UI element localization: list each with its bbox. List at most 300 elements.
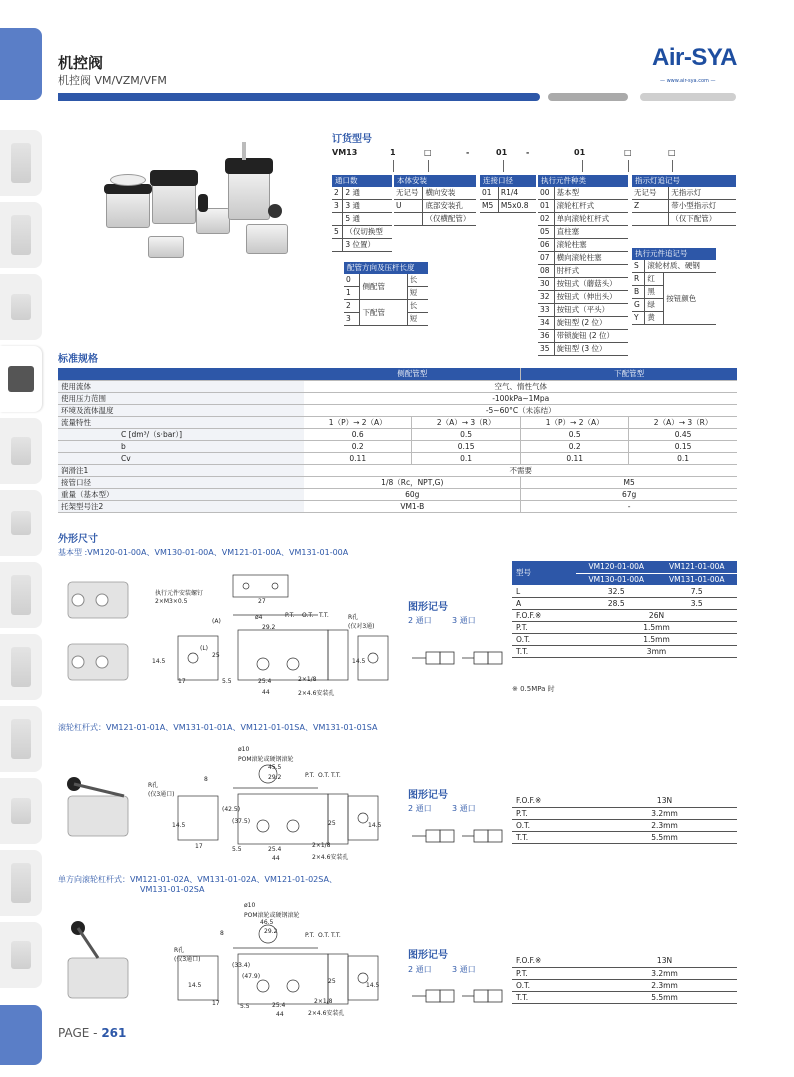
code-ports: 1 <box>390 148 396 157</box>
header-bar-primary <box>58 93 540 101</box>
ports-code: 5 <box>332 226 343 239</box>
product-photo <box>100 140 300 290</box>
dim-8: 8 <box>204 776 208 783</box>
indicator-code: 无记号 <box>632 187 669 200</box>
param-value: 7.5 <box>657 585 738 597</box>
side-tab-bottom[interactable] <box>0 1005 42 1065</box>
actuator-code: 34 <box>538 317 554 330</box>
side-tab-lubricator[interactable] <box>0 634 42 700</box>
dim-44: 44 <box>272 855 280 862</box>
code-conn: 01 <box>496 148 508 157</box>
param-label: A <box>512 597 576 609</box>
dim-14-5-side: 14.5 <box>368 822 382 829</box>
actuator-desc: 滚轮杠杆式 <box>554 200 628 213</box>
actuator-code: 02 <box>538 213 554 226</box>
param-value: 28.5 <box>576 597 657 609</box>
silencer-icon <box>11 511 31 535</box>
dim-46-5: 46.5 <box>260 919 274 926</box>
param-value: 13N <box>592 795 737 807</box>
spec-value: 不需要 <box>304 464 737 476</box>
dim-phi10: ø10 <box>244 902 256 909</box>
symbol-2port: 2 通口 <box>408 804 432 813</box>
param-value: 2.3mm <box>592 819 737 831</box>
mount-screw-size: 2×M3×0.5 <box>155 598 188 605</box>
dim-33-4: (33.4) <box>232 962 251 969</box>
valve-body <box>106 188 150 228</box>
port-size: 2×1/8 <box>298 676 317 683</box>
param-value: 1.5mm <box>576 621 737 633</box>
header-bar-secondary <box>548 93 628 101</box>
roller-param-table <box>512 795 737 844</box>
button-color-label: 按钮颜色 <box>664 273 716 325</box>
dim-44: 44 <box>276 1011 284 1018</box>
actuator-desc: 直柱塞 <box>554 226 628 239</box>
side-tab-clamp[interactable] <box>0 922 42 988</box>
actuator-desc: 按钮式（蘑菇头） <box>554 278 628 291</box>
side-tab-silencer[interactable] <box>0 490 42 556</box>
dim-17: 17 <box>212 1000 220 1007</box>
param-value: 5.5mm <box>592 831 737 843</box>
spring-icon <box>11 863 31 903</box>
model-label: 型号 <box>512 561 576 585</box>
port-size: 2×1/8 <box>312 842 331 849</box>
basic-param-table <box>512 561 737 658</box>
param-label: L <box>512 585 576 597</box>
actuator-desc: 旋钮型 (2 位） <box>554 317 628 330</box>
piping-desc: 侧配管 <box>360 274 407 300</box>
page-number <box>58 1026 126 1040</box>
side-tab-elbow[interactable] <box>0 778 42 844</box>
opt-desc: 黑 <box>645 286 664 299</box>
dim-17: 17 <box>178 678 186 685</box>
spec-heading: 标准规格 <box>58 354 98 365</box>
mount-hole: 2×4.6安装孔 <box>298 690 335 697</box>
opt-code: R <box>632 273 645 286</box>
valve-body <box>228 168 270 220</box>
spec-label: 使用压力范围 <box>58 392 304 404</box>
valve-head <box>150 170 198 186</box>
dim-phi4: ø4 <box>255 614 263 621</box>
code-dash: - <box>466 148 470 157</box>
dim-29-2: 29.2 <box>262 624 276 631</box>
oneway-caption: 单方向滚轮杠杆式：VM121-01-02A、VM131-01-02A、VM121-01-02SA、 <box>58 875 337 884</box>
flow-direction: 2（A）→ 3（R） <box>629 416 737 428</box>
actuator-opt-header: 执行元件追记号 <box>632 248 716 260</box>
spec-label: 接管口径 <box>58 476 304 488</box>
flow-value: 0.15 <box>629 440 737 452</box>
switch-lever <box>242 142 246 160</box>
spec-head-blank <box>58 368 304 380</box>
dim-25: 25 <box>328 820 336 827</box>
label-ot: O.T. <box>302 612 314 619</box>
flow-value: 0.6 <box>304 428 411 440</box>
conn-desc: M5x0.8 <box>498 200 536 213</box>
pressure-note: ※ 0.5MPa 时 <box>512 685 555 693</box>
flow-value: 0.45 <box>629 428 737 440</box>
flow-value: 0.5 <box>412 428 521 440</box>
dim-14-5: 14.5 <box>152 658 166 665</box>
toggle-lever <box>198 194 208 212</box>
piping-code: 0 <box>344 274 360 287</box>
header-bar-tertiary <box>640 93 736 101</box>
dim-27: 27 <box>258 598 266 605</box>
symbol-2port: 2 通口 <box>408 965 432 974</box>
ports-desc: 5 通 <box>343 213 392 226</box>
fitting-icon <box>11 294 31 320</box>
side-tab-gauge[interactable] <box>0 418 42 484</box>
ports-code: 2 <box>332 187 343 200</box>
flow-value: 0.11 <box>304 452 411 464</box>
actuator-code: 01 <box>538 200 554 213</box>
ports-table <box>332 175 392 252</box>
spec-value: -100kPa~1Mpa <box>304 392 737 404</box>
dim-14-5-side: 14.5 <box>366 982 380 989</box>
page-number-value: 261 <box>101 1026 127 1040</box>
spec-value: VM1-B <box>304 500 520 512</box>
indicator-table <box>632 175 736 226</box>
dim-42-5: (42.5) <box>222 806 241 813</box>
piping-length: 长 <box>407 274 428 287</box>
param-label: P.T. <box>512 967 592 979</box>
symbol-heading: 图形记号 <box>408 950 448 961</box>
ports-code <box>332 239 343 252</box>
oneway-drawing <box>58 898 398 1023</box>
spec-label: 环境及流体温度 <box>58 404 304 416</box>
symbol-3port: 3 通口 <box>452 804 476 813</box>
ports-desc: （仅切换型 <box>343 226 392 239</box>
mushroom-button <box>110 174 146 186</box>
spec-label-blank <box>58 428 118 440</box>
spec-value: 空气、惰性气体 <box>304 380 737 392</box>
code-leader <box>393 160 394 172</box>
valve-symbol <box>408 644 504 674</box>
spec-head-side: 侧配管型 <box>304 368 520 380</box>
dim-25-4: 25.4 <box>268 846 282 853</box>
body-code: 无记号 <box>394 187 423 200</box>
piping-table <box>344 262 428 326</box>
conn-code: M5 <box>480 200 498 213</box>
flow-value: 0.1 <box>412 452 521 464</box>
ports-desc: 3 通 <box>343 200 392 213</box>
symbol-3port: 3 通口 <box>452 616 476 625</box>
roller-drawing <box>58 740 398 870</box>
symbol-heading: 图形记号 <box>408 790 448 801</box>
label-pt: P.T. <box>305 932 315 939</box>
flow-value: 0.5 <box>521 428 629 440</box>
symbol-2port: 2 通口 <box>408 616 432 625</box>
piping-code: 1 <box>344 287 360 300</box>
page-label: PAGE - <box>58 1026 102 1040</box>
spec-value: 67g <box>521 488 737 500</box>
r-hole-label: R孔 <box>174 947 185 954</box>
label-pt: P.T. <box>305 772 315 779</box>
brand-logo: Air-SYA <box>652 44 737 71</box>
actuator-code: 33 <box>538 304 554 317</box>
code-actuator: 01 <box>574 148 586 157</box>
param-value: 3.2mm <box>592 967 737 979</box>
spec-head-bottom: 下配管型 <box>521 368 737 380</box>
lubricator-icon <box>11 647 31 687</box>
dim-5-5: 5.5 <box>222 678 232 685</box>
opt-code: G <box>632 299 645 312</box>
spec-label: 流量特性 <box>58 416 304 428</box>
model-name: VM130-01-00A <box>576 573 657 585</box>
actuator-code: 36 <box>538 330 554 343</box>
flow-value: 0.2 <box>304 440 411 452</box>
indicator-header: 指示灯追记号 <box>632 175 736 187</box>
manifold-icon <box>11 719 31 759</box>
param-label: O.T. <box>512 633 576 645</box>
label-tt: T.T. <box>331 772 341 779</box>
body-desc: （仅横配管） <box>423 213 476 226</box>
dim-5-5: 5.5 <box>240 1003 250 1010</box>
piping-code: 2 <box>344 300 360 313</box>
code-actuator-opt: □ <box>668 148 676 157</box>
dim-25-4: 25.4 <box>258 678 272 685</box>
flow-direction: 1（P）→ 2（A） <box>304 416 411 428</box>
spec-label: 使用流体 <box>58 380 304 392</box>
valve-symbol <box>408 822 504 852</box>
param-value: 5.5mm <box>592 991 737 1003</box>
valve-icon <box>8 366 34 392</box>
code-leader <box>672 160 673 172</box>
symbol-3port: 3 通口 <box>452 965 476 974</box>
dim-8: 8 <box>220 930 224 937</box>
code-dash: - <box>526 148 530 157</box>
connection-table <box>480 175 536 213</box>
port-size: 2×1/8 <box>314 998 333 1005</box>
actuator-desc: 基本型 <box>554 187 628 200</box>
param-label: F.O.F.※ <box>512 955 592 967</box>
actuator-code: 30 <box>538 278 554 291</box>
param-label: O.T. <box>512 979 592 991</box>
label-pt: P.T. <box>285 612 295 619</box>
r-hole-label: R孔 <box>348 614 359 621</box>
indicator-desc: 带小型指示灯 <box>669 200 736 213</box>
ports-code <box>332 213 343 226</box>
flow-row-label: b <box>118 440 304 452</box>
flow-row-label: C [dm³/（s·bar）] <box>118 428 304 440</box>
actuator-desc: 带锁旋钮 (2 位） <box>554 330 628 343</box>
spec-value: 1/8（Rc，NPT,G) <box>304 476 520 488</box>
side-tab-filter[interactable] <box>0 130 42 196</box>
conn-header: 连接口径 <box>480 175 536 187</box>
code-body: □ <box>424 148 432 157</box>
flow-value: 0.11 <box>521 452 629 464</box>
code-leader <box>428 160 429 172</box>
piping-code: 3 <box>344 313 360 326</box>
elbow-icon <box>11 798 31 824</box>
dim-44: 44 <box>262 689 270 696</box>
valve-body <box>148 236 184 258</box>
param-label: F.O.F.※ <box>512 609 576 621</box>
actuator-desc: 肘杆式 <box>554 265 628 278</box>
r-hole-note: (仅3通口) <box>148 791 175 798</box>
spec-label: 托架型号注2 <box>58 500 304 512</box>
basic-caption: 基本型 :VM120-01-00A、VM130-01-00A、VM121-01-00A、VM131-01-00A <box>58 548 349 557</box>
actuator-desc: 按钮式（伸出头） <box>554 291 628 304</box>
dim-47-9: (47.9) <box>242 973 261 980</box>
flow-direction: 2（A）→ 3（R） <box>412 416 521 428</box>
dim-29-2: 29.2 <box>268 774 282 781</box>
actuator-header: 执行元件种类 <box>538 175 628 187</box>
dim-25: 25 <box>212 652 220 659</box>
body-code <box>394 213 423 226</box>
code-leader <box>503 160 504 172</box>
cylinder-icon <box>11 215 31 255</box>
body-desc: 底部安装孔 <box>423 200 476 213</box>
dim-25-4: 25.4 <box>272 1002 286 1009</box>
flow-direction: 1（P）→ 2（A） <box>521 416 629 428</box>
side-tab-cylinder[interactable] <box>0 202 42 268</box>
body-desc: 横向安装 <box>423 187 476 200</box>
dims-heading: 外形尺寸 <box>58 534 98 545</box>
indicator-code: Z <box>632 200 669 213</box>
body-mount-table <box>394 175 476 226</box>
label-a: (A) <box>212 618 221 625</box>
param-value: 3.5 <box>657 597 738 609</box>
symbol-heading: 图形记号 <box>408 602 448 613</box>
r-hole-label: R孔 <box>148 782 159 789</box>
side-tab-valve[interactable] <box>0 346 42 412</box>
dim-5-5: 5.5 <box>232 846 242 853</box>
param-value: 32.5 <box>576 585 657 597</box>
side-tab-spring[interactable] <box>0 850 42 916</box>
opt-code: S <box>632 260 645 273</box>
roller-material: POM滚轮或硬钢滚轮 <box>238 756 294 763</box>
actuator-code: 08 <box>538 265 554 278</box>
r-hole-note: (仅3通口) <box>174 956 201 963</box>
model-name: VM120-01-00A <box>576 561 657 573</box>
actuator-desc: 单向滚轮杠杆式 <box>554 213 628 226</box>
spec-value: 60g <box>304 488 520 500</box>
indicator-desc: 无指示灯 <box>669 187 736 200</box>
oneway-param-table <box>512 955 737 1004</box>
gauge-icon <box>11 437 31 465</box>
actuator-code: 00 <box>538 187 554 200</box>
spec-value: M5 <box>521 476 737 488</box>
ports-code: 3 <box>332 200 343 213</box>
side-tab-top[interactable] <box>0 28 42 100</box>
indicator-code <box>632 213 669 226</box>
actuator-desc: 滚轮柱塞 <box>554 239 628 252</box>
param-label: T.T. <box>512 831 592 843</box>
code-indicator: □ <box>624 148 632 157</box>
roller-material: POM滚轮或硬钢滚轮 <box>244 912 300 919</box>
piping-desc: 下配管 <box>360 300 407 326</box>
opt-desc: 红 <box>645 273 664 286</box>
flow-value: 0.1 <box>629 452 737 464</box>
param-value: 26N <box>576 609 737 621</box>
param-label: T.T. <box>512 991 592 1003</box>
actuator-desc: 旋钮型 (3 位） <box>554 343 628 356</box>
conn-code: 01 <box>480 187 498 200</box>
code-leader <box>582 160 583 172</box>
regulator-icon <box>11 575 31 615</box>
conn-desc: R1/4 <box>498 187 536 200</box>
filter-icon <box>11 143 31 183</box>
flow-value: 0.2 <box>521 440 629 452</box>
actuator-code: 05 <box>538 226 554 239</box>
clamp-icon <box>11 941 31 969</box>
actuator-table <box>538 175 628 356</box>
dim-29-2: 29.2 <box>264 928 278 935</box>
mount-hole: 2×4.6安装孔 <box>312 854 349 861</box>
actuator-option-table <box>632 248 716 325</box>
actuator-code: 35 <box>538 343 554 356</box>
actuator-code: 32 <box>538 291 554 304</box>
actuator-desc: 按钮式（平头） <box>554 304 628 317</box>
page-title: 机控阀 <box>58 54 104 72</box>
opt-code: Y <box>632 312 645 325</box>
param-label: F.O.F.※ <box>512 795 592 807</box>
param-label: P.T. <box>512 621 576 633</box>
oneway-caption-2: VM131-01-02SA <box>140 885 205 894</box>
dim-17: 17 <box>195 843 203 850</box>
flow-value: 0.15 <box>412 440 521 452</box>
mount-screw-label: 执行元件安装螺钉 <box>155 590 204 597</box>
valve-symbol <box>408 982 504 1012</box>
label-l: (L) <box>200 645 209 652</box>
model-name: VM131-01-00A <box>657 573 738 585</box>
opt-desc: 滚轮材质、硬钢 <box>645 260 716 273</box>
spec-label: 润滑注1 <box>58 464 304 476</box>
spec-label: 重量（基本型） <box>58 488 304 500</box>
spec-value: - <box>521 500 737 512</box>
ports-desc: 2 通 <box>343 187 392 200</box>
body-code: U <box>394 200 423 213</box>
ordering-heading: 订货型号 <box>332 134 372 145</box>
code-leader <box>628 160 629 172</box>
spec-table <box>58 368 737 513</box>
opt-desc: 绿 <box>645 299 664 312</box>
spec-label-blank <box>58 452 118 464</box>
body-header: 本体安装 <box>394 175 476 187</box>
label-tt: T.T. <box>319 612 329 619</box>
side-tab-manifold[interactable] <box>0 706 42 772</box>
spec-value: -5~60°C（未冻结） <box>304 404 737 416</box>
side-tab-regulator[interactable] <box>0 562 42 628</box>
piping-length: 长 <box>407 300 428 313</box>
param-value: 13N <box>592 955 737 967</box>
piping-header: 配管方向及压杆长度 <box>344 262 428 274</box>
dim-14-5-side: 14.5 <box>352 658 366 665</box>
actuator-code: 07 <box>538 252 554 265</box>
spec-label-blank <box>58 440 118 452</box>
indicator-desc: （仅下配管） <box>669 213 736 226</box>
param-value: 1.5mm <box>576 633 737 645</box>
valve-head <box>225 158 273 174</box>
param-label: P.T. <box>512 807 592 819</box>
piping-length: 短 <box>407 313 428 326</box>
label-ot: O.T. <box>318 772 330 779</box>
side-tab-fitting[interactable] <box>0 274 42 340</box>
page-subtitle: 机控阀 VM/VZM/VFM <box>58 74 167 87</box>
dim-14-5: 14.5 <box>172 822 186 829</box>
param-value: 3.2mm <box>592 807 737 819</box>
param-label: T.T. <box>512 645 576 657</box>
flow-row-label: Cv <box>118 452 304 464</box>
label-tt: T.T. <box>331 932 341 939</box>
brand-url: — www.air-sya.com — <box>660 78 716 84</box>
actuator-code: 06 <box>538 239 554 252</box>
opt-desc: 黄 <box>645 312 664 325</box>
dim-14-5: 14.5 <box>188 982 202 989</box>
dim-25: 25 <box>328 978 336 985</box>
param-value: 2.3mm <box>592 979 737 991</box>
label-ot: O.T. <box>318 932 330 939</box>
dim-45-5: 45.5 <box>268 764 282 771</box>
